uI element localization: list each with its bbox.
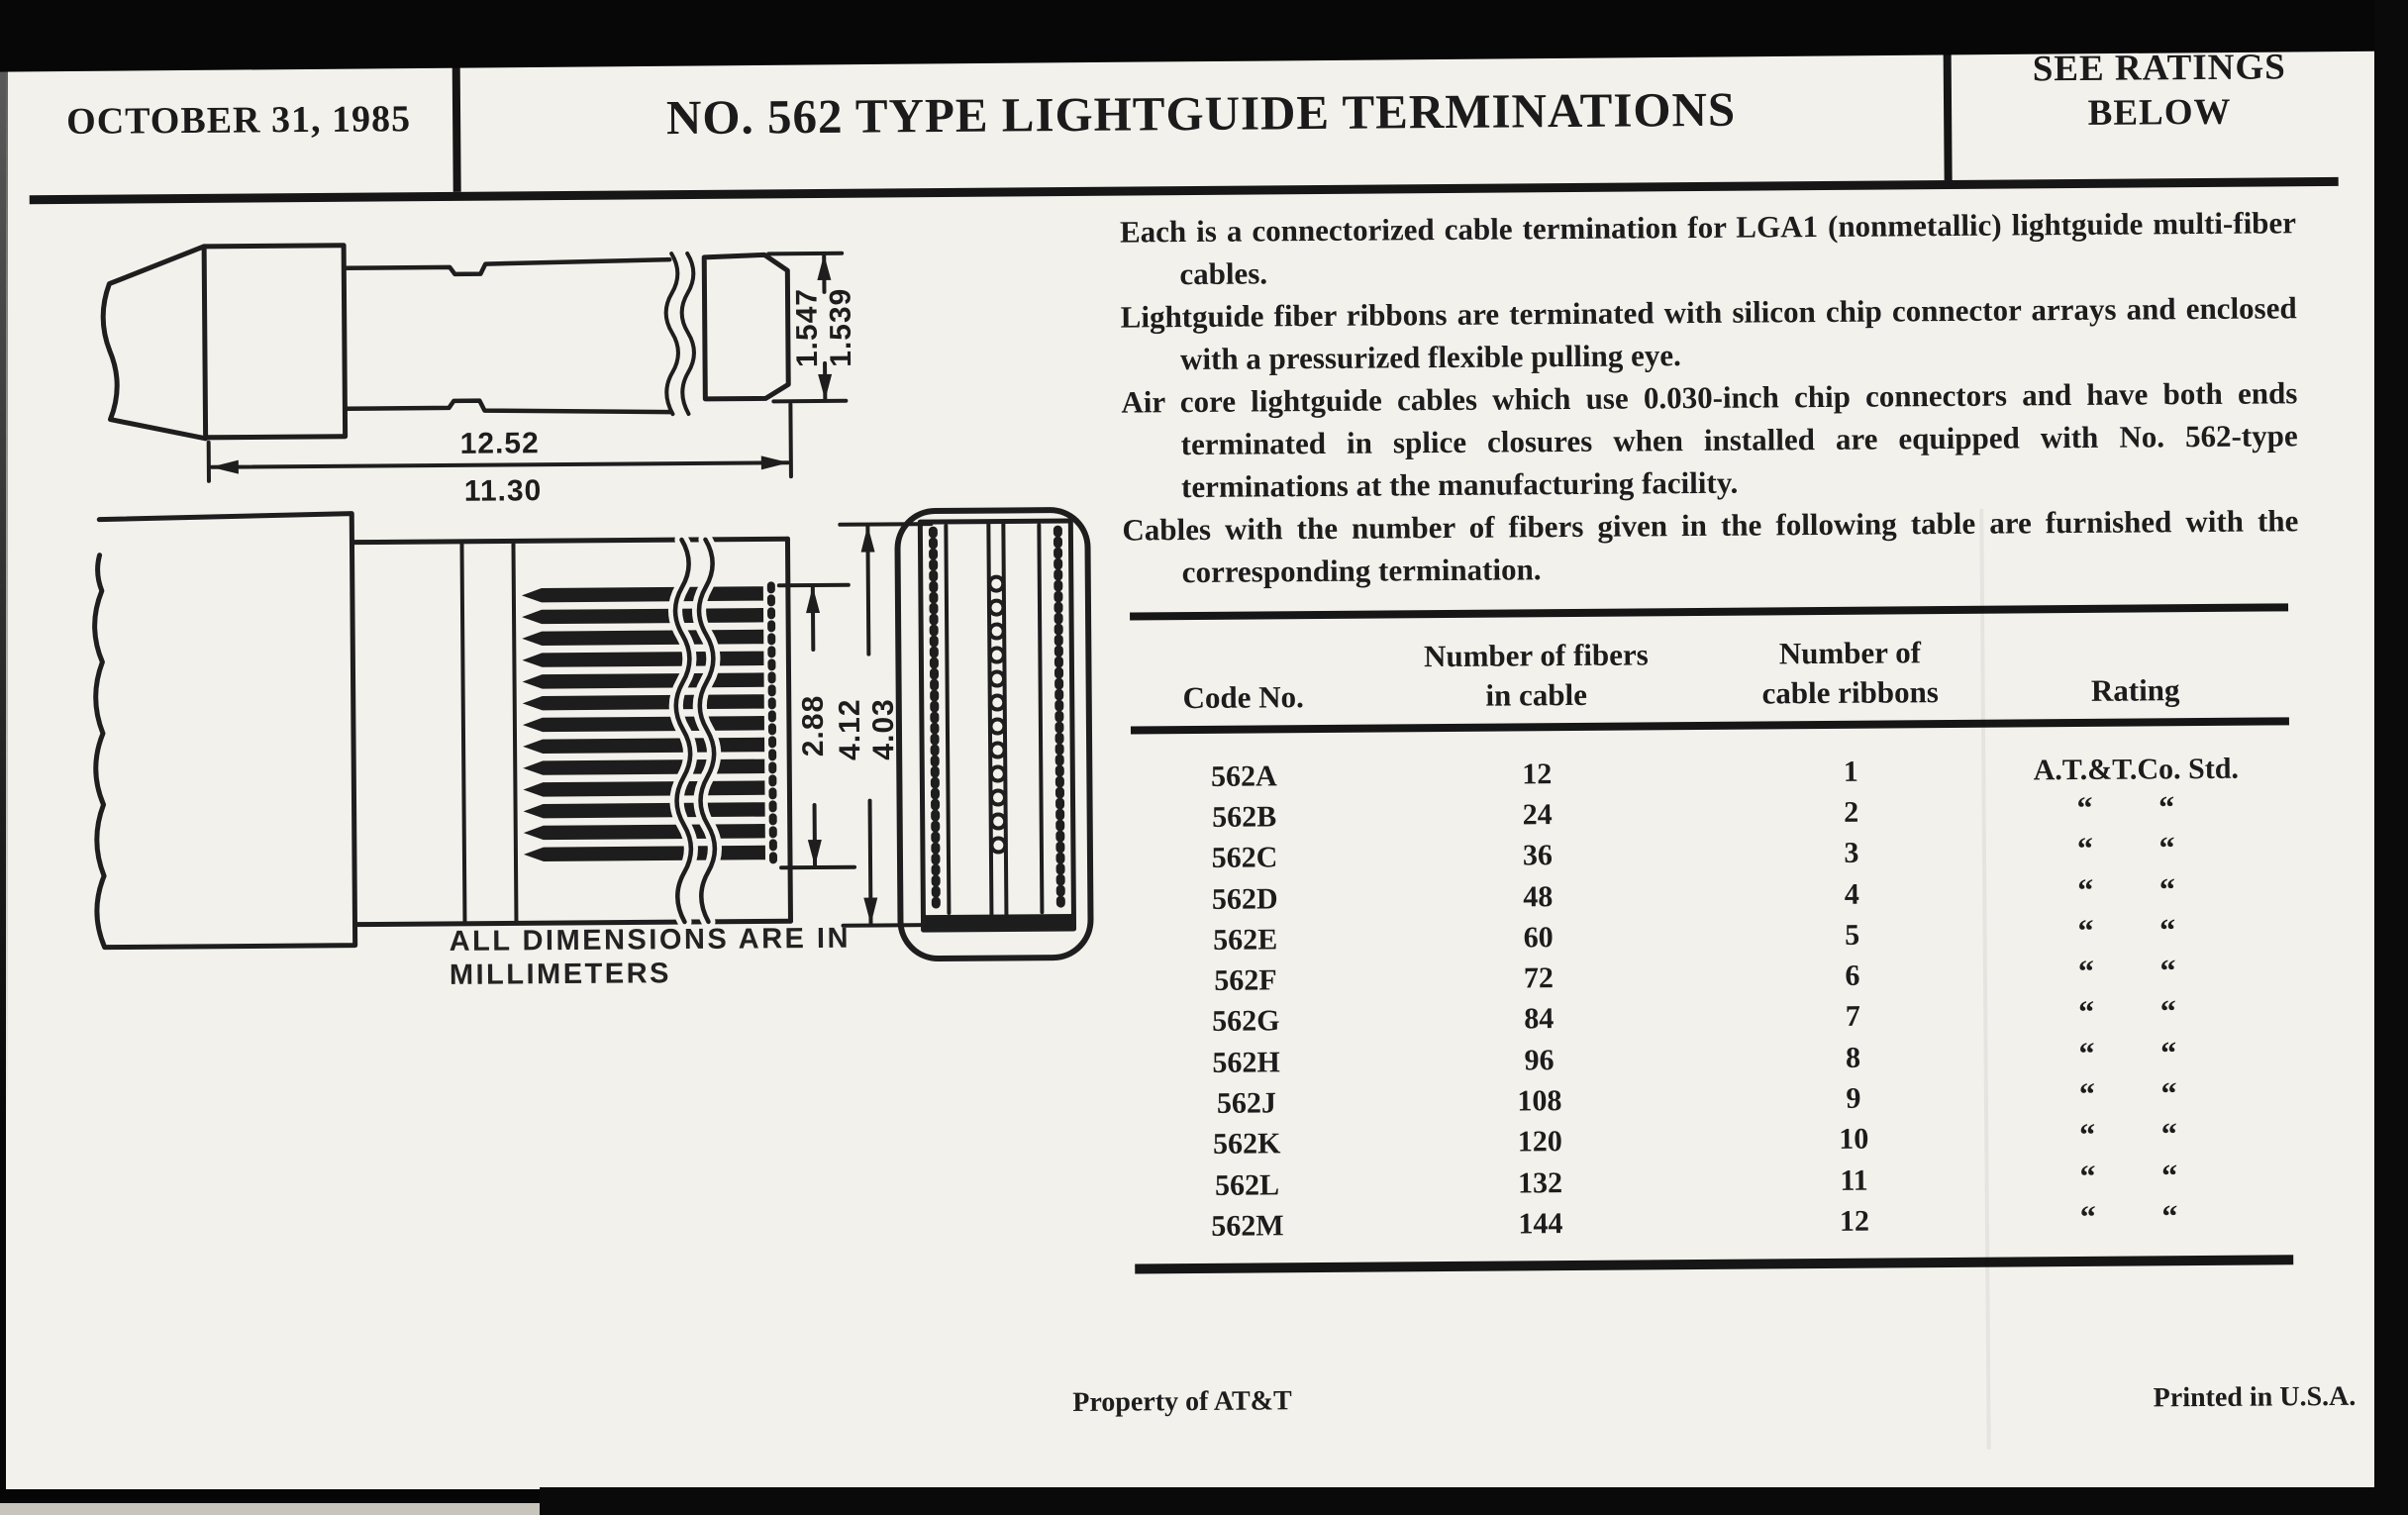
fiber-ribbon (522, 630, 763, 646)
scalloped-strip-left (933, 531, 936, 911)
shaft-bottom-line (345, 399, 670, 415)
table-cell-rating (1987, 1157, 2290, 1200)
paragraph: Cables with the number of fibers given in the following table are furnished with the corresponding termination. (1122, 503, 2299, 590)
scan-edge-left (0, 40, 8, 1129)
table-cell-fibers: 12 (1522, 757, 1553, 791)
table-cell-ribbons: 10 (1839, 1122, 1869, 1157)
fiber-dot (989, 577, 1003, 591)
footer-property: Property of AT&T (1072, 1385, 1292, 1418)
ditto-mark: “ (2078, 1075, 2096, 1112)
table-cell-rating (1986, 993, 2289, 1037)
ditto-mark: “ (2079, 1158, 2096, 1194)
column-header-fibers-line2: in cable (1485, 676, 1588, 713)
dim-label-body-upper: 4.12 (833, 698, 867, 761)
fiber-dot (990, 672, 1004, 686)
fiber-ribbon (523, 780, 764, 796)
side-view-termination (103, 242, 859, 511)
table-cell-code: 562L (1214, 1167, 1280, 1202)
table-cell-rating (1987, 1075, 2290, 1119)
fiber-dot (990, 649, 1004, 662)
footer-printed: Printed in U.S.A. (2153, 1380, 2357, 1414)
table-cell-fibers: 144 (1518, 1206, 1563, 1241)
table-cell-code: 562A (1210, 758, 1277, 793)
drawing-caption-line1: ALL DIMENSIONS ARE IN (449, 922, 852, 958)
dimension-overall-length (208, 404, 791, 510)
table-body (1131, 748, 2293, 1248)
column-header-ribbons (1716, 633, 1984, 722)
end-cap (704, 254, 788, 399)
chip-array-edge (771, 585, 773, 862)
table-cell-ribbons: 5 (1844, 918, 1860, 952)
dimension-cap-height (768, 253, 857, 402)
table-cell-code: 562K (1212, 1127, 1281, 1162)
table-cell-rating: A.T.&T.Co. Std. (2033, 752, 2240, 786)
fiber-ribbon (524, 802, 765, 818)
ditto-mark: “ (2078, 993, 2095, 1030)
ditto-mark: “ (2158, 829, 2175, 866)
table-cell-rating (1985, 830, 2288, 873)
table-cell-code: 562E (1212, 923, 1278, 957)
dim-label-ribbon-stack: 2.88 (796, 694, 831, 758)
table-cell-fibers: 84 (1524, 1002, 1555, 1036)
scanned-sheet (6, 40, 2378, 1489)
ditto-mark: “ (2161, 1197, 2178, 1234)
fiber-ribbon-stack (522, 586, 765, 861)
ratings-note-line2: BELOW (2087, 91, 2232, 134)
ditto-mark: “ (2160, 1034, 2177, 1070)
fiber-ribbon (523, 672, 764, 688)
issue-date: OCTOBER 31, 1985 (66, 98, 412, 143)
ratings-note (1951, 31, 2367, 194)
ditto-mark: “ (2159, 993, 2176, 1030)
column-header-fibers-line1: Number of fibers (1423, 637, 1649, 674)
body-divider (513, 543, 516, 921)
ditto-mark: “ (2160, 1157, 2178, 1193)
fiber-ribbon (522, 608, 763, 624)
fiber-ribbon (522, 652, 763, 667)
table-cell-ribbons: 2 (1844, 795, 1859, 829)
dim-label-cap-upper: 1.547 (790, 287, 825, 368)
scan-border-right (2374, 0, 2408, 1515)
table-cell-rating (1984, 789, 2287, 833)
ditto-mark: “ (2077, 870, 2094, 908)
ditto-mark: “ (2076, 789, 2093, 826)
face-divider (946, 526, 949, 913)
fiber-dot (991, 791, 1005, 805)
ditto-mark: “ (2159, 911, 2176, 948)
table-cell-fibers: 48 (1523, 879, 1554, 913)
dim-label-length-upper: 12.52 (459, 427, 540, 460)
table-cell-code: 562J (1216, 1086, 1277, 1120)
fiber-dot (991, 815, 1005, 829)
table-cell-code: 562F (1214, 963, 1277, 997)
ratings-table (1130, 603, 2293, 1273)
page-title: NO. 562 TYPE LIGHTGUIDE TERMINATIONS (665, 81, 1737, 145)
table-cell-code: 562C (1211, 841, 1278, 875)
column-header-ribbons-line1: Number of (1778, 635, 1922, 671)
termination-drawings (55, 204, 1151, 1035)
table-cell-code: 562D (1211, 881, 1278, 916)
table-cell-ribbons: 7 (1845, 1000, 1860, 1034)
body-top-line (351, 539, 787, 542)
ditto-mark: “ (2160, 1116, 2177, 1153)
paragraph: Lightguide fiber ribbons are terminated with silicon chip connector arrays and enclosed with a pressurized flexible pulling eye. (1120, 290, 2297, 377)
body-divider (461, 544, 464, 922)
fiber-dot (990, 625, 1004, 639)
fiber-ribbon (523, 716, 764, 732)
drawing-caption-line2: MILLIMETERS (449, 958, 672, 991)
ditto-mark: “ (2159, 952, 2176, 989)
ditto-mark: “ (2158, 870, 2176, 907)
table-cell-ribbons: 12 (1839, 1204, 1870, 1238)
scalloped-strip-right (1057, 530, 1060, 910)
table-cell-rating (1988, 1198, 2291, 1242)
fiber-ribbon (522, 586, 763, 602)
dim-label-cap-lower: 1.539 (824, 287, 858, 367)
end-view-connector (897, 510, 1091, 959)
fiber-dot (991, 767, 1005, 781)
termination-body-block (204, 246, 346, 438)
break-line (681, 253, 694, 414)
pulling-eye-nose (103, 247, 206, 440)
table-cell-ribbons: 1 (1843, 755, 1858, 788)
ditto-mark: “ (2076, 830, 2094, 866)
cable-block (94, 514, 355, 948)
fiber-dot (990, 696, 1004, 710)
table-cell-fibers: 36 (1522, 839, 1554, 872)
fiber-ribbon (524, 824, 765, 840)
table-cell-fibers: 120 (1517, 1125, 1562, 1159)
fiber-dot (989, 601, 1003, 615)
ditto-mark: “ (2077, 912, 2094, 949)
ditto-mark: “ (2160, 1074, 2177, 1111)
table-cell-ribbons: 4 (1844, 877, 1859, 911)
table-header-row (1130, 611, 2289, 726)
table-cell-rating (1986, 1034, 2289, 1077)
table-cell-rating (1986, 953, 2289, 996)
fiber-dot (991, 839, 1005, 853)
column-header-fibers (1355, 635, 1717, 725)
dim-label-body-lower: 4.03 (866, 698, 901, 760)
table-cell-fibers: 108 (1517, 1084, 1562, 1118)
fiber-ribbon (523, 694, 764, 710)
table-cell-code: 562M (1211, 1209, 1284, 1243)
ratings-note-line1: SEE RATINGS (2032, 47, 2286, 90)
table-cell-fibers: 72 (1523, 961, 1555, 995)
ditto-mark: “ (2079, 1198, 2096, 1235)
table-cell-fibers: 96 (1524, 1043, 1555, 1077)
table-cell-fibers: 60 (1523, 920, 1554, 955)
fiber-ribbon (523, 759, 764, 775)
ditto-mark: “ (2079, 1116, 2096, 1153)
table-cell-code: 562G (1211, 1004, 1280, 1039)
table-cell-rating (1987, 1116, 2290, 1160)
dim-label-length-lower: 11.30 (463, 474, 543, 508)
shaft-top-line (344, 259, 669, 275)
column-header-ribbons-line2: cable ribbons (1761, 674, 1939, 711)
face-divider (1039, 525, 1042, 912)
scan-edge-smear (0, 1503, 540, 1515)
paragraph: Each is a connectorized cable termination for LGA1 (nonmetallic) lightguide multi-fiber cables. (1119, 205, 2297, 292)
ditto-mark: “ (2158, 788, 2175, 825)
ditto-mark: “ (2077, 953, 2095, 989)
table-cell-fibers: 24 (1522, 798, 1553, 832)
fiber-dot (991, 744, 1005, 758)
table-cell-ribbons: 11 (1840, 1163, 1868, 1197)
description-text (1120, 201, 2299, 593)
paragraph: Air core lightguide cables which use 0.030-inch chip connectors and have both ends terminated in splice closures when installed are equipped with No. 562-type terminations at the manufacturing facility. (1121, 375, 2298, 505)
scan-border-bottom (540, 1487, 2408, 1515)
column-header-code: Code No. (1182, 679, 1304, 716)
break-line (665, 253, 678, 414)
table-cell-rating (1985, 912, 2288, 956)
table-cell-fibers: 132 (1517, 1165, 1563, 1200)
table-cell-code: 562B (1212, 800, 1277, 834)
side-view-ribbon-section (94, 509, 939, 948)
fiber-ribbon (523, 738, 764, 754)
fiber-dot (990, 720, 1004, 734)
table-cell-ribbons: 6 (1845, 959, 1860, 992)
table-cell-ribbons: 3 (1844, 836, 1859, 870)
table-cell-rating (1985, 870, 2288, 914)
table-cell-ribbons: 9 (1846, 1081, 1861, 1115)
body-right-edge (787, 539, 790, 921)
table-cell-code: 562H (1212, 1046, 1280, 1079)
fiber-ribbon (524, 846, 765, 861)
table-cell-ribbons: 8 (1845, 1041, 1861, 1074)
header-divider-right (1943, 34, 1952, 180)
column-header-rating: Rating (2090, 672, 2180, 708)
face-bottom-bar (925, 914, 1071, 928)
ditto-mark: “ (2078, 1035, 2095, 1071)
